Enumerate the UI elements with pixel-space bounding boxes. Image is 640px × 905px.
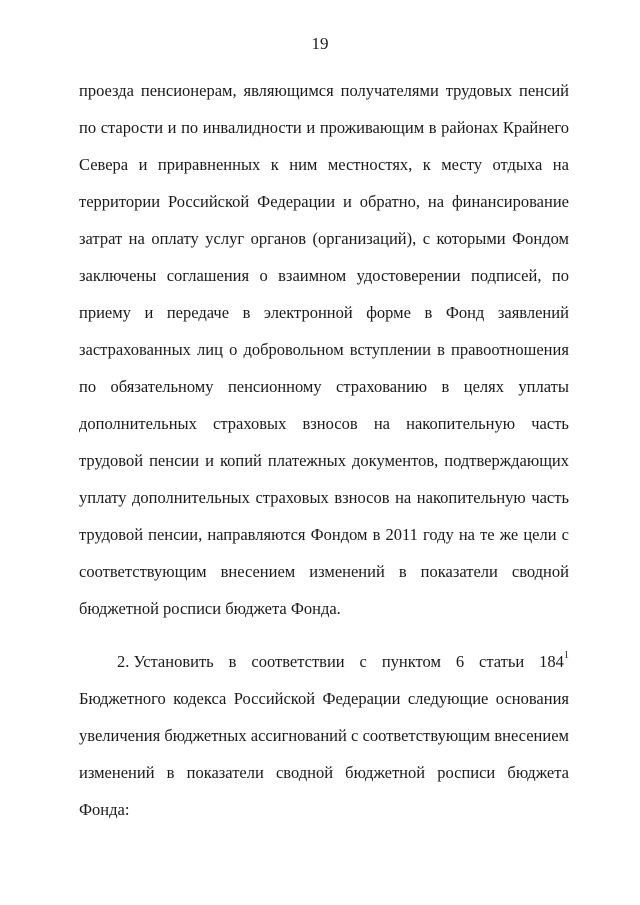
text-word: приему [79,303,131,322]
text-word: оплату [151,229,199,248]
text-word: взаимном [278,266,347,285]
text-word: показатели [420,562,498,581]
text-word: уплату [79,488,127,507]
text-word: 2011 [385,525,418,544]
text-word: с [351,726,359,745]
text-word: обязательному [110,377,214,396]
text-word: году [422,525,454,544]
text-word: проезда [79,81,134,100]
text-word: Фондом [512,229,569,248]
text-word: Российской [167,192,250,211]
document-body [79,72,569,828]
text-word: взносов [302,414,358,433]
text-word: подтверждающих [444,451,569,470]
text-word: в [437,340,445,359]
text-word: месту [441,155,482,174]
text-word: и [144,303,154,322]
paragraph-1 [79,72,569,627]
text-word: пенсионерам, [140,81,237,100]
paragraph-line [79,294,569,331]
page-number: 19 [311,34,329,53]
text-word: дополнительных [132,488,250,507]
text-word: инвалидности [202,118,302,137]
text-word: направляются [207,525,306,544]
text-word: в [228,652,237,671]
text-word: старости [100,118,164,137]
text-word: пунктом [381,652,441,671]
text-word: подписей, [471,266,542,285]
text-word: пенсий [519,81,569,100]
text-word: взносов [334,488,390,507]
text-word: электронной [263,303,353,322]
paragraph-line [79,183,569,220]
paragraph-line [79,405,569,442]
text-word: целях [463,377,504,396]
text-word: внесением [220,562,296,581]
text-word: копий [219,451,262,470]
text-word: на [552,155,569,174]
text-word: в [398,562,407,581]
text-word: статьи [479,652,525,671]
text-word: Фондом [310,525,368,544]
text-word: сводной [275,763,334,782]
text-word: о [229,340,238,359]
paragraph-line [79,516,569,553]
text-word: отдыха [492,155,543,174]
text-word: платежных [267,451,346,470]
text-word: к [422,155,431,174]
text-word: соответствующим [79,562,207,581]
text-word: соглашения [166,266,250,285]
article-superscript: 1 [563,649,569,661]
text-word: Федерации [322,689,401,708]
text-word: Крайнего [502,118,569,137]
text-word: бюджетных [164,726,247,745]
text-word: бюджетной [345,763,426,782]
text-word: обратно, [359,192,420,211]
text-word: накопительную [406,414,516,433]
text-word: на [458,525,475,544]
paragraph-line [79,109,569,146]
text-word: с [359,652,367,671]
text-word: с [561,525,569,544]
text-word: и [167,118,177,137]
text-word: являющимся [243,81,334,100]
text-word: 6 [455,652,465,671]
text-word: Бюджетного [79,689,166,708]
text-word: территории [79,192,161,211]
text-word: с [422,229,431,248]
text-word: ассигнований [250,726,347,745]
text-word: 2. Установить [117,652,214,671]
text-word: кодекса [173,689,227,708]
text-word: в [424,303,433,322]
text-word: росписи [437,763,496,782]
text-word: в [372,525,381,544]
paragraph-spacer [79,627,569,643]
text-word: $184^1$ [539,649,569,671]
text-word: которыми [436,229,506,248]
text-word: Федерации [257,192,336,211]
text-word: услуг [205,229,245,248]
text-word: Российской [233,689,316,708]
text-word: в [166,763,175,782]
text-word: в [242,303,251,322]
text-word: документов, [352,451,439,470]
text-word: в [441,377,450,396]
paragraph-first-line [79,643,569,680]
paragraph-last-line: бюджетной росписи бюджета Фонда. [79,599,341,618]
text-word: трудовой [79,525,144,544]
text-word: вступлении [349,340,431,359]
paragraph-line [79,257,569,294]
text-word: основания [495,689,569,708]
text-word: пенсии [149,451,200,470]
text-word: бюджета [507,763,569,782]
text-word: правоотношения [450,340,569,359]
text-word: местностях, [327,155,413,174]
paragraph-line [79,680,569,717]
paragraph-line [79,331,569,368]
text-word: заключены [79,266,157,285]
text-word: дополнительных [79,414,197,433]
text-word: и [343,192,352,211]
text-word: на [128,229,145,248]
text-word: получателями [340,81,439,100]
text-word: следующие [407,689,489,708]
text-word: органов [250,229,307,248]
paragraph-line [79,146,569,183]
text-word: страховых [213,414,287,433]
text-word: застрахованных [79,340,191,359]
text-word: и [306,118,316,137]
text-word: (организаций), [312,229,417,248]
text-word: по [181,118,199,137]
text-word: на [373,414,390,433]
text-word: накопительную [416,488,526,507]
text-word: проживающим [319,118,425,137]
text-word: на [427,192,445,211]
text-word: цели [523,525,557,544]
text-word: пенсии, [148,525,203,544]
text-word: заявлений [497,303,569,322]
paragraph-line [79,220,569,257]
paragraph-line [79,754,569,791]
text-word: и [205,451,214,470]
text-word: соответствии [251,652,345,671]
paragraph-line [79,717,569,754]
text-word: финансирование [451,192,569,211]
text-word: приравненных [157,155,261,174]
text-word: страховых [255,488,329,507]
paragraph-line [79,72,569,109]
text-word: Севера [79,155,129,174]
paragraph-line [79,553,569,590]
text-word: изменений [309,562,385,581]
text-word: трудовой [79,451,144,470]
text-word: пенсионному [227,377,322,396]
text-word: изменений [79,763,155,782]
text-word: показатели [186,763,264,782]
text-word: соответствующим [362,726,491,745]
text-word: и [138,155,148,174]
paragraph-last-line: Фонда: [79,800,130,819]
text-word: к [270,155,279,174]
text-word: увеличения [79,726,161,745]
text-word: районах [441,118,499,137]
text-word: добровольном [243,340,344,359]
text-word: страхованию [336,377,428,396]
text-word: часть [531,414,569,433]
paragraph-line [79,442,569,479]
text-word: по [79,377,97,396]
text-word: на [395,488,412,507]
paragraph-2 [79,643,569,828]
text-word: трудовых [445,81,513,100]
text-word: часть [531,488,569,507]
text-word: о [259,266,268,285]
text-word: Фонд [445,303,485,322]
text-word: в [428,118,437,137]
paragraph-line [79,368,569,405]
text-word: форме [366,303,411,322]
text-word: по [79,118,97,137]
text-word: сводной [511,562,569,581]
text-word: лиц [197,340,223,359]
text-word: уплаты [518,377,569,396]
text-word: затрат [79,229,123,248]
text-word: внесением [494,726,569,745]
text-word: те [480,525,495,544]
text-word: передаче [166,303,230,322]
text-word: по [551,266,569,285]
text-word: же [499,525,519,544]
paragraph-line [79,479,569,516]
text-word: ним [289,155,318,174]
text-word: удостоверении [356,266,461,285]
